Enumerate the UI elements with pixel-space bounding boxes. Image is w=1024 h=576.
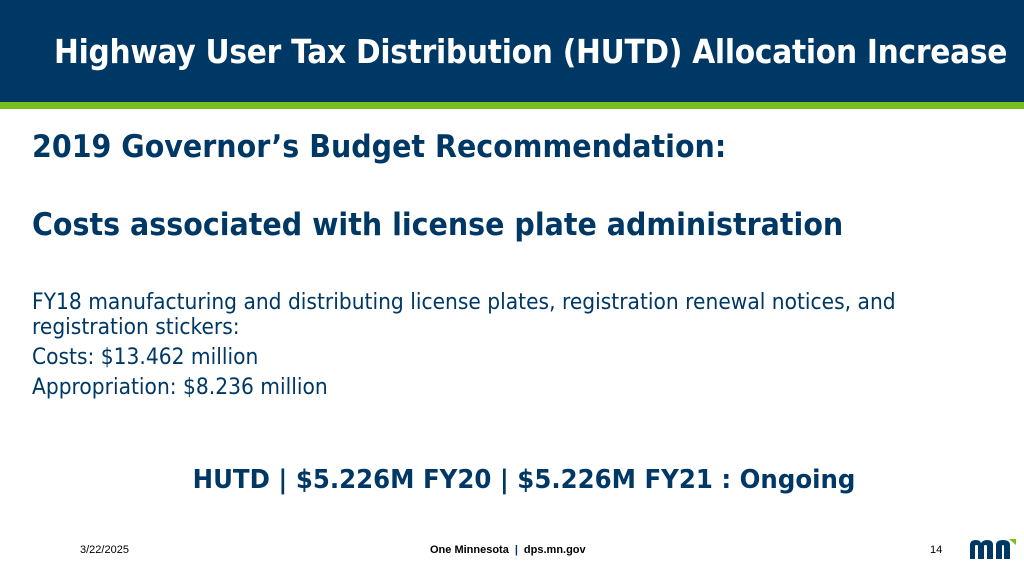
hutd-summary: HUTD | $5.226M FY20 | $5.226M FY21 : Ongoing [192, 465, 856, 495]
appropriation-line: Appropriation: $8.236 million [32, 375, 328, 400]
footer-org-name: One Minnesota [430, 544, 509, 556]
footer-site: dps.mn.gov [523, 544, 586, 556]
budget-heading: 2019 Governor’s Budget Recommendation: [32, 129, 727, 165]
minnesota-mn-logo-icon [968, 537, 1018, 561]
slide-title: Highway User Tax Distribution (HUTD) Allocation Increase [54, 32, 1008, 71]
footer-date: 3/22/2025 [80, 544, 129, 556]
costs-heading: Costs associated with license plate administration [32, 207, 844, 243]
title-banner [0, 0, 1024, 102]
footer-org [430, 544, 586, 556]
costs-line: Costs: $13.462 million [32, 345, 259, 370]
page-number: 14 [930, 544, 943, 556]
fy18-paragraph: FY18 manufacturing and distributing license plates, registration renewal notices, and registration stickers: [32, 290, 896, 340]
green-accent-bar [0, 102, 1024, 109]
footer-separator: | [514, 544, 518, 556]
